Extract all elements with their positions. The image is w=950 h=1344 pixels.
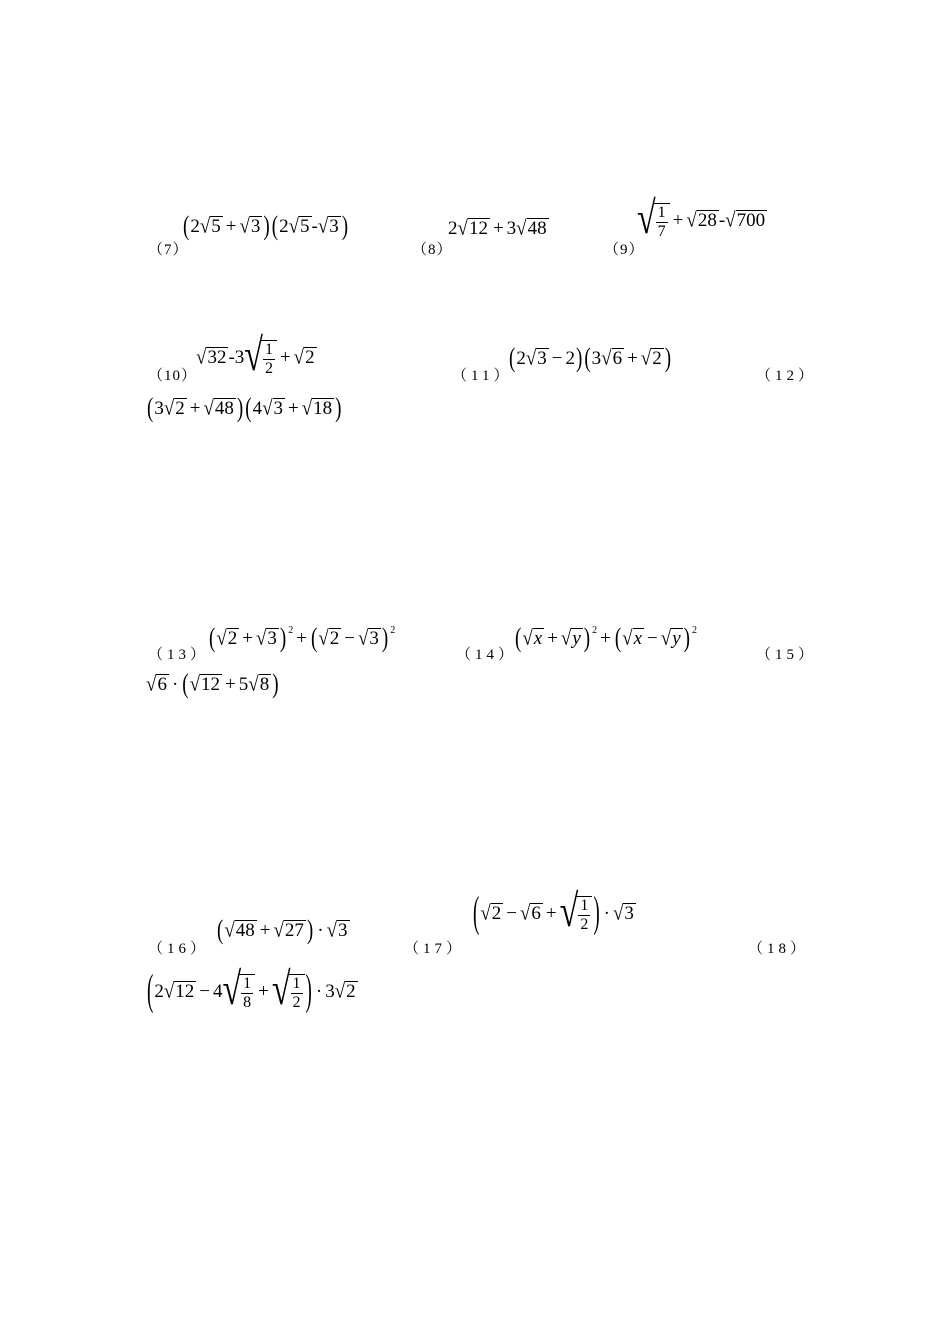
problem-11-label: （11）	[452, 368, 513, 384]
problem-12-expression: (3√2 + √48 ) (4√3 + √18 )	[147, 393, 342, 424]
problem-16-expression: (√48 + √27 ) · √3	[217, 915, 348, 946]
problem-10-expression: √32 -3 √ $\frac{1}{2}$ + √2	[196, 330, 315, 381]
problem-10-label: （10）	[148, 368, 198, 384]
problem-12-label: （12）	[756, 368, 818, 384]
problem-14-label: （14）	[456, 647, 518, 663]
problem-11-expression: (2√3 − 2) (3√6 + √2 )	[509, 343, 672, 374]
problem-15-label: （15）	[756, 647, 818, 663]
problem-14-expression: (√x + √y ) $^2$ + (√x − √y ) $^2$	[515, 623, 697, 654]
problem-16-label: （16）	[148, 941, 210, 957]
problem-7-label: （7）	[148, 242, 189, 258]
problem-8-expression: 2√12 + 3√48	[448, 216, 547, 241]
problem-8-label: （8）	[412, 242, 453, 258]
problem-17-label: （17）	[404, 941, 466, 957]
problem-13-expression: (√2 + √3 ) $^2$ + (√2 − √3 ) $^2$	[209, 623, 396, 654]
problem-18-expression: (2√12 − 4 √ $\frac{1}{8}$ + √ $\frac{1}{2}$ ) · 3√2	[147, 964, 356, 1016]
problem-18-label: （18）	[748, 941, 810, 957]
problem-13-label: （13）	[148, 647, 210, 663]
problem-9-expression: √ $\frac{1}{7}$ + √28 -√700	[637, 193, 766, 244]
problem-7-expression: (2√5 + √3 ) (2√5 -√3 )	[183, 211, 349, 242]
problem-15-expression: √6 · (√12 + 5√8 )	[146, 669, 279, 700]
problem-9-label: （9）	[604, 242, 645, 258]
problem-17-expression: (√2 − √6 + √ $\frac{1}{2}$ ) · √3	[473, 886, 634, 938]
